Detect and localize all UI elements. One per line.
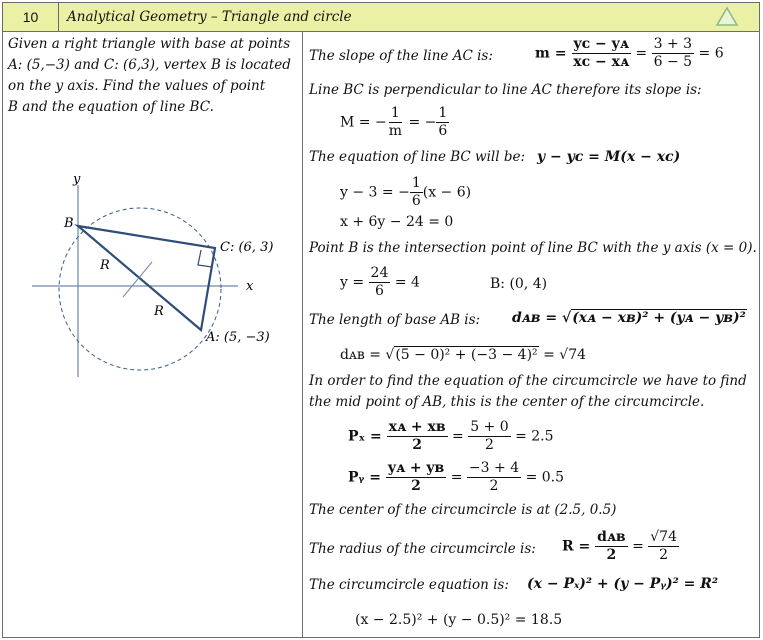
radius-text: The radius of the circumcircle is: — [309, 541, 536, 557]
header-bar — [3, 3, 759, 32]
triangle-circle-figure — [26, 165, 276, 380]
problem-line: A: (5,−3) and C: (6,3), vertex B is located — [8, 57, 291, 73]
line-equation-1: y − 3 = − $\frac{1}{6}$ (x − 6) — [340, 175, 472, 209]
label-c: C: (6, 3) — [220, 240, 274, 255]
circumcircle-text-1: In order to find the equation of the circumcircle we have to find — [309, 373, 747, 389]
final-equation: (x − 2.5)² + (y − 0.5)² = 18.5 — [355, 612, 563, 628]
label-b: B — [64, 216, 74, 231]
circumcircle-text-2: the mid point of AB, this is the center of the circumcircle. — [309, 394, 705, 410]
slope-text: The slope of the line AC is: — [309, 48, 493, 64]
label-r-2: R — [154, 304, 164, 319]
triangle-icon[interactable] — [715, 6, 739, 28]
label-r-1: R — [100, 258, 110, 273]
label-x: x — [246, 279, 254, 294]
perpendicular-text: Line BC is perpendicular to line AC therefore its slope is: — [309, 82, 702, 98]
column-divider — [302, 32, 303, 638]
length-formula: dᴀʙ = √(xᴀ − xʙ)² + (yᴀ − yʙ)² — [512, 310, 746, 326]
length-text: The length of base AB is: — [309, 312, 481, 328]
problem-line: on the y axis. Find the values of point — [8, 78, 266, 94]
intersection-text: Point B is the intersection point of line BC with the y axis (x = 0). — [309, 240, 757, 256]
problem-line: B and the equation of line BC. — [8, 99, 214, 115]
y-value-formula: y = $\frac{24}{6}$ = 4 — [340, 265, 420, 299]
py-formula: Pᵧ = $\frac{\text{yᴀ + yʙ}}{2}$ = $\frac{-3 + 4}{2}$ = 0.5 — [348, 460, 565, 494]
problem-line: Given a right triangle with base at points — [8, 36, 291, 52]
right-angle-mark — [198, 250, 212, 267]
circle-equation-formula: (x − Pₓ)² + (y − Pᵧ)² = R² — [527, 576, 719, 592]
label-y: y — [73, 172, 81, 187]
m-formula: M = − $\frac{1}{m}$ = − $\frac{1}{6}$ — [340, 105, 448, 139]
bc-equation-text: The equation of line BC will be: — [309, 149, 526, 165]
point-b: B: (0, 4) — [490, 276, 548, 292]
label-a: A: (5, −3) — [206, 330, 270, 345]
dab-formula: dᴀʙ = √(5 − 0)² + (−3 − 4)² = √74 — [340, 347, 587, 363]
radius-formula: R = $\frac{\text{dᴀʙ}}{2}$ = $\frac{√74}{2}$ — [562, 529, 678, 563]
circle-equation-text: The circumcircle equation is: — [309, 577, 509, 593]
center-text: The center of the circumcircle is at (2.5, 0.5) — [309, 502, 617, 518]
circumcircle — [59, 208, 221, 370]
bc-equation-formula: y − yᴄ = M(x − xᴄ) — [537, 149, 681, 165]
triangle-abc — [78, 226, 215, 330]
px-formula: Pₓ = $\frac{\text{xᴀ + xʙ}}{2}$ = $\frac{5 + 0}{2}$ = 2.5 — [348, 419, 554, 453]
problem-title: Analytical Geometry – Triangle and circle — [67, 9, 352, 25]
line-equation-2: x + 6y − 24 = 0 — [340, 214, 454, 230]
problem-number: 10 — [3, 3, 59, 31]
slope-formula: m = $\frac{\text{yᴄ − yᴀ}}{\text{xᴄ − xᴀ}}$ = $\frac{3 + 3}{6 - 5}$ = 6 — [535, 36, 724, 70]
problem-statement — [8, 34, 294, 118]
